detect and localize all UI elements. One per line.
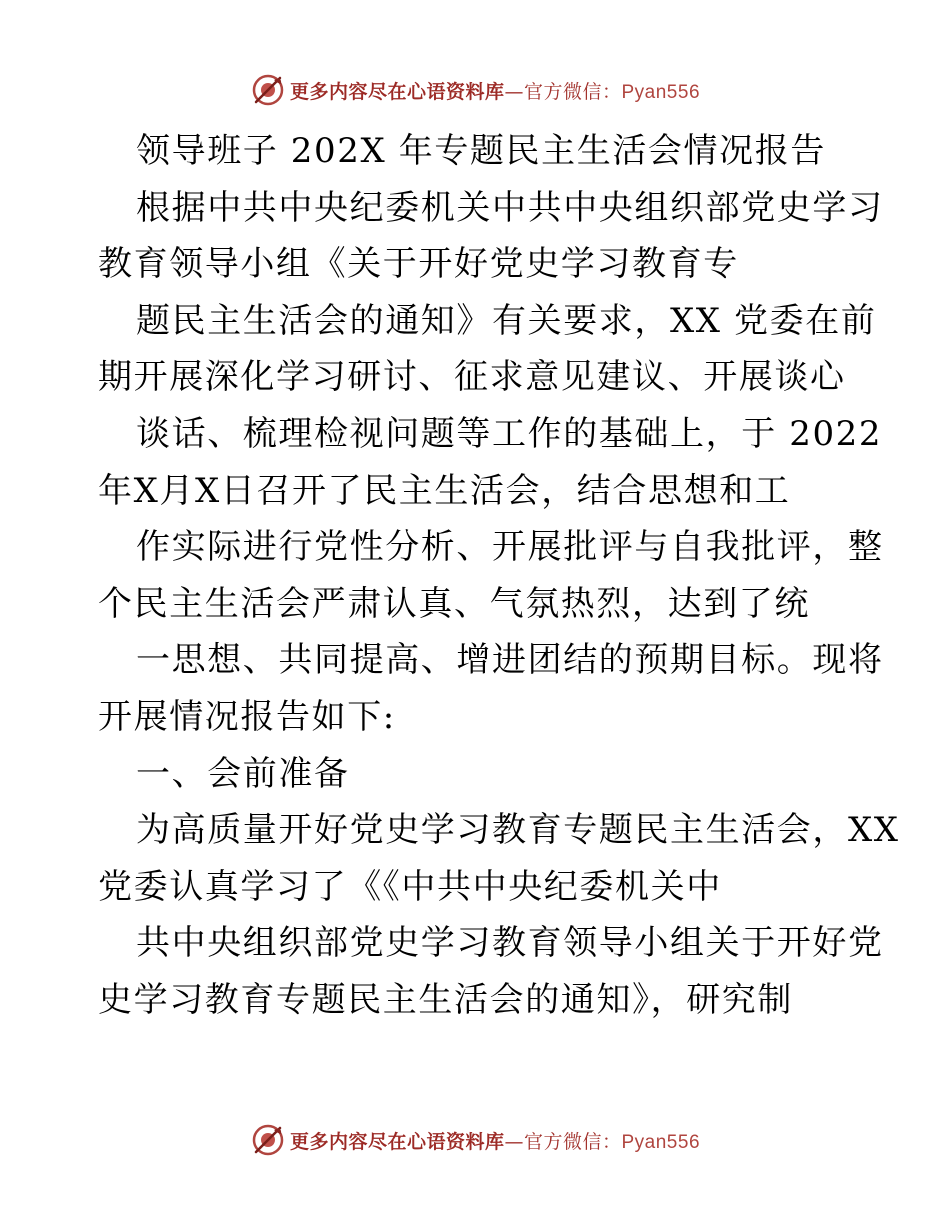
banner-dash: —	[504, 80, 524, 103]
document-line: 根据中共中央纪委机关中共中央组织部党史学习	[136, 187, 884, 228]
banner-sub-text: 官方微信：	[523, 80, 622, 103]
banner-main-text: 更多内容尽在心语资料库	[289, 80, 505, 103]
quill-logo-icon	[250, 72, 286, 108]
header-watermark-banner	[0, 70, 950, 110]
banner-text	[290, 77, 700, 104]
document-line: 谈话、梳理检视问题等工作的基础上，于 2022	[136, 413, 883, 454]
document-line: 期开展深化学习研讨、征求意见建议、开展谈心	[98, 357, 846, 398]
footer-watermark-banner	[0, 1120, 950, 1160]
document-line: 为高质量开好党史学习教育专题民主生活会，XX	[136, 810, 900, 851]
document-body	[98, 123, 900, 1029]
document-line: 党委认真学习了《《中共中央纪委机关中	[98, 866, 722, 907]
document-line: 年X月X日召开了民主生活会，结合思想和工	[98, 470, 791, 511]
banner-text	[290, 1127, 700, 1154]
quill-logo-icon	[250, 1122, 286, 1158]
document-line: 开展情况报告如下:	[98, 696, 396, 737]
document-line: 领导班子 202X 年专题民主生活会情况报告	[136, 131, 826, 171]
document-line: 史学习教育专题民主生活会的通知》，研究制	[98, 979, 793, 1020]
banner-wechat-id: Pyan556	[621, 81, 701, 103]
document-line: 共中央组织部党史学习教育领导小组关于开好党	[136, 923, 884, 964]
document-line: 题民主生活会的通知》有关要求，XX 党委在前	[136, 300, 877, 341]
banner-sub-text: 官方微信：	[523, 1130, 622, 1153]
document-line: 一、会前准备	[136, 753, 350, 794]
document-line: 作实际进行党性分析、开展批评与自我批评，整	[136, 527, 884, 568]
banner-main-text: 更多内容尽在心语资料库	[289, 1130, 505, 1153]
banner-dash: —	[504, 1130, 524, 1153]
banner-wechat-id: Pyan556	[621, 1131, 701, 1153]
document-line: 教育领导小组《关于开好党史学习教育专	[98, 244, 739, 285]
document-line: 一思想、共同提高、增进团结的预期目标。现将	[136, 640, 884, 681]
document-line: 个民主生活会严肃认真、气氛热烈，达到了统	[98, 583, 810, 624]
